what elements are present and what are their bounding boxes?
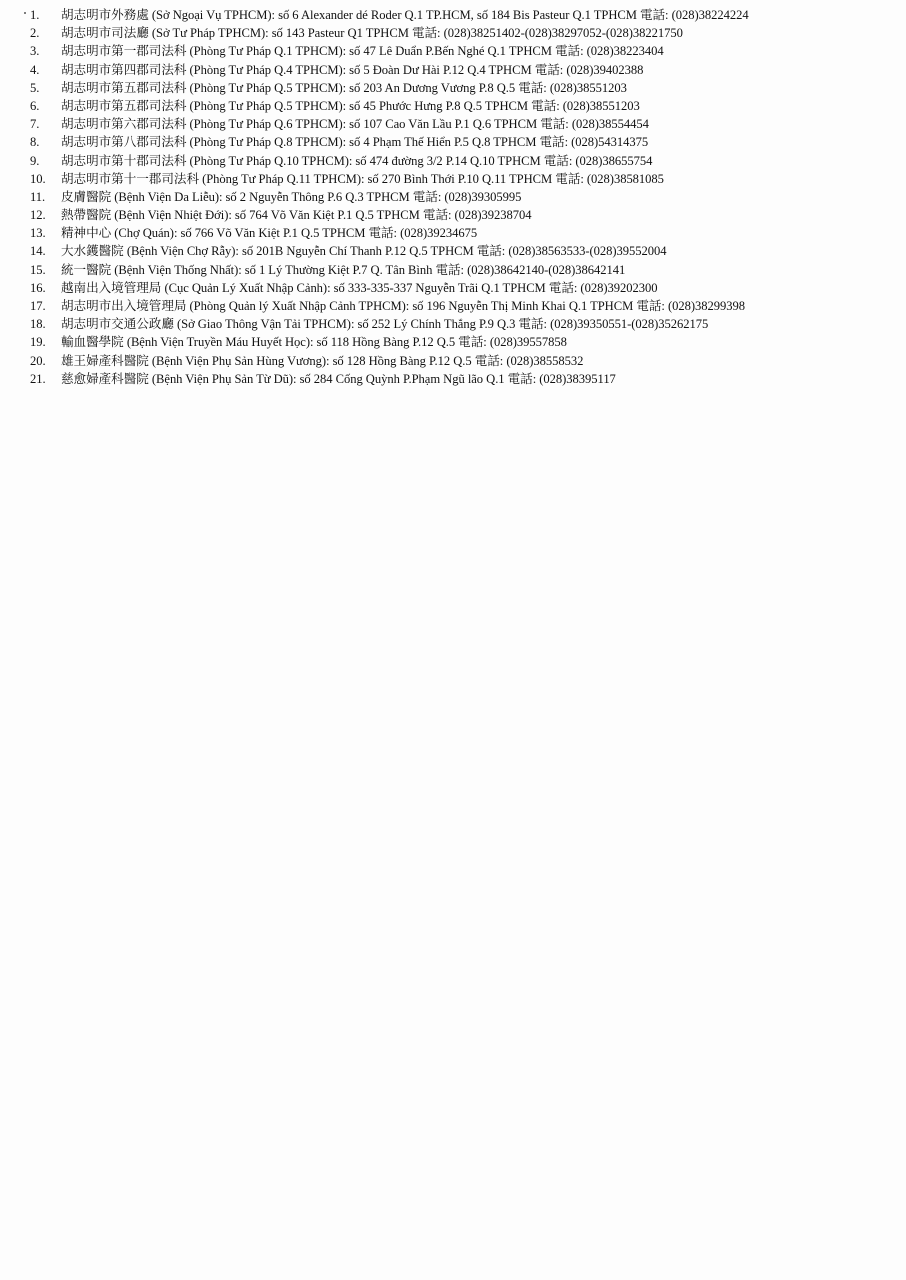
list-item	[0, 61, 906, 79]
list-item	[0, 170, 906, 188]
item-text: 越南出入境管理局 (Cục Quản Lý Xuất Nhập Cảnh): số 333-335-337 Nguyễn Trãi Q.1 TPHCM 電話: (028)39202300	[61, 280, 658, 295]
list-item	[0, 115, 906, 133]
list-item	[0, 279, 906, 297]
item-number: 12.	[30, 208, 46, 223]
item-number: 4.	[30, 62, 40, 77]
item-number: 3.	[30, 44, 40, 59]
list-item	[0, 261, 906, 279]
item-number: 6.	[30, 98, 40, 113]
item-text: 輸血醫學院 (Bệnh Viện Truyền Máu Huyết Học): số 118 Hồng Bàng P.12 Q.5 電話: (028)39557858	[61, 335, 567, 350]
item-number: 19.	[30, 335, 46, 350]
list-item	[0, 297, 906, 315]
item-number: 9.	[30, 153, 40, 168]
item-number: 11.	[30, 189, 46, 204]
list-item	[0, 352, 906, 370]
item-text: 胡志明市第五郡司法科 (Phòng Tư Pháp Q.5 TPHCM): số 45 Phước Hưng P.8 Q.5 TPHCM 電話: (028)38551203	[61, 98, 640, 113]
item-text: 統一醫院 (Bệnh Viện Thống Nhất): số 1 Lý Thường Kiệt P.7 Q. Tân Bình 電話: (028)38642140-(028)38642141	[61, 262, 626, 277]
item-number: 13.	[30, 226, 46, 241]
list-item	[0, 206, 906, 224]
item-text: 胡志明市司法廳 (Sở Tư Pháp TPHCM): số 143 Pasteur Q1 TPHCM 電話: (028)38251402-(028)38297052-(028)38221750	[61, 26, 683, 41]
list-item	[0, 242, 906, 260]
item-number: 10.	[30, 171, 46, 186]
item-text: 胡志明市第八郡司法科 (Phòng Tư Pháp Q.8 TPHCM): số 4 Phạm Thế Hiển P.5 Q.8 TPHCM 電話: (028)54314375	[61, 135, 649, 150]
list-item	[0, 224, 906, 242]
item-number: 2.	[30, 26, 40, 41]
item-text: 胡志明市出入境管理局 (Phòng Quản lý Xuất Nhập Cảnh TPHCM): số 196 Nguyễn Thị Minh Khai Q.1 TPHCM 電話: (028)38299398	[61, 299, 745, 313]
list-item	[0, 24, 906, 42]
item-text: 胡志明市第十郡司法科 (Phòng Tư Pháp Q.10 TPHCM): số 474 đường 3/2 P.14 Q.10 TPHCM 電話: (028)38655754	[61, 153, 653, 168]
list-item	[0, 97, 906, 115]
item-number: 16.	[30, 280, 46, 295]
item-text: 胡志明市第四郡司法科 (Phòng Tư Pháp Q.4 TPHCM): số 5 Đoàn Dư Hài P.12 Q.4 TPHCM 電話: (028)39402388	[61, 62, 644, 77]
list-item	[0, 79, 906, 97]
item-number: 7.	[30, 117, 40, 132]
list-item	[0, 370, 906, 388]
item-text: 胡志明市交通公政廳 (Sở Giao Thông Vận Tải TPHCM): số 252 Lý Chính Thắng P.9 Q.3 電話: (028)39350551-(028)35262175	[61, 317, 709, 332]
list-item	[0, 333, 906, 351]
item-text: 胡志明市第六郡司法科 (Phòng Tư Pháp Q.6 TPHCM): số 107 Cao Văn Lầu P.1 Q.6 TPHCM 電話: (028)38554454	[61, 117, 649, 132]
list-item	[0, 188, 906, 206]
item-number: 21.	[30, 371, 46, 386]
item-number: 17.	[30, 299, 46, 313]
list-item	[0, 133, 906, 151]
item-text: 胡志明市第一郡司法科 (Phòng Tư Pháp Q.1 TPHCM): số 47 Lê Duẩn P.Bến Nghé Q.1 TPHCM 電話: (028)38223404	[61, 44, 664, 59]
item-text: 精神中心 (Chợ Quán): số 766 Võ Văn Kiệt P.1 Q.5 TPHCM 電話: (028)39234675	[61, 226, 478, 241]
item-text: 胡志明市第十一郡司法科 (Phòng Tư Pháp Q.11 TPHCM): số 270 Bình Thới P.10 Q.11 TPHCM 電話: (028)38581085	[61, 171, 664, 186]
item-text: 皮膚醫院 (Bệnh Viện Da Liễu): số 2 Nguyễn Thông P.6 Q.3 TPHCM 電話: (028)39305995	[61, 189, 522, 204]
item-number: 14.	[30, 244, 46, 259]
item-text: 大水鑊醫院 (Bệnh Viện Chợ Rẫy): số 201B Nguyễn Chí Thanh P.12 Q.5 TPHCM 電話: (028)38563533-(028)39552004	[61, 244, 667, 259]
item-number: 18.	[30, 317, 46, 332]
item-number: 5.	[30, 80, 40, 95]
list-item	[0, 42, 906, 60]
item-text: 雄王婦產科醫院 (Bệnh Viện Phụ Sản Hùng Vương): số 128 Hồng Bàng P.12 Q.5 電話: (028)38558532	[61, 353, 584, 368]
item-number: 15.	[30, 262, 46, 277]
list-item	[0, 315, 906, 333]
list-item	[0, 152, 906, 170]
item-text: 胡志明市第五郡司法科 (Phòng Tư Pháp Q.5 TPHCM): số 203 An Dương Vương P.8 Q.5 電話: (028)38551203	[61, 80, 627, 95]
item-text: 胡志明市外務處 (Sở Ngoại Vụ TPHCM): số 6 Alexander dé Roder Q.1 TP.HCM, số 184 Bis Pasteur Q.1 TPHCM 電話: (028)38224224	[61, 8, 749, 22]
item-text: 慈愈婦產科醫院 (Bệnh Viện Phụ Sản Từ Dũ): số 284 Cống Quỳnh P.Phạm Ngũ lão Q.1 電話: (028)38395117	[61, 371, 616, 386]
address-list	[0, 6, 906, 386]
item-number: 20.	[30, 353, 46, 368]
list-item	[0, 6, 906, 24]
item-text: 熱帶醫院 (Bệnh Viện Nhiệt Đới): số 764 Võ Văn Kiệt P.1 Q.5 TPHCM 電話: (028)39238704	[61, 208, 532, 223]
item-number: 8.	[30, 135, 40, 150]
item-number: 1.	[30, 8, 40, 22]
